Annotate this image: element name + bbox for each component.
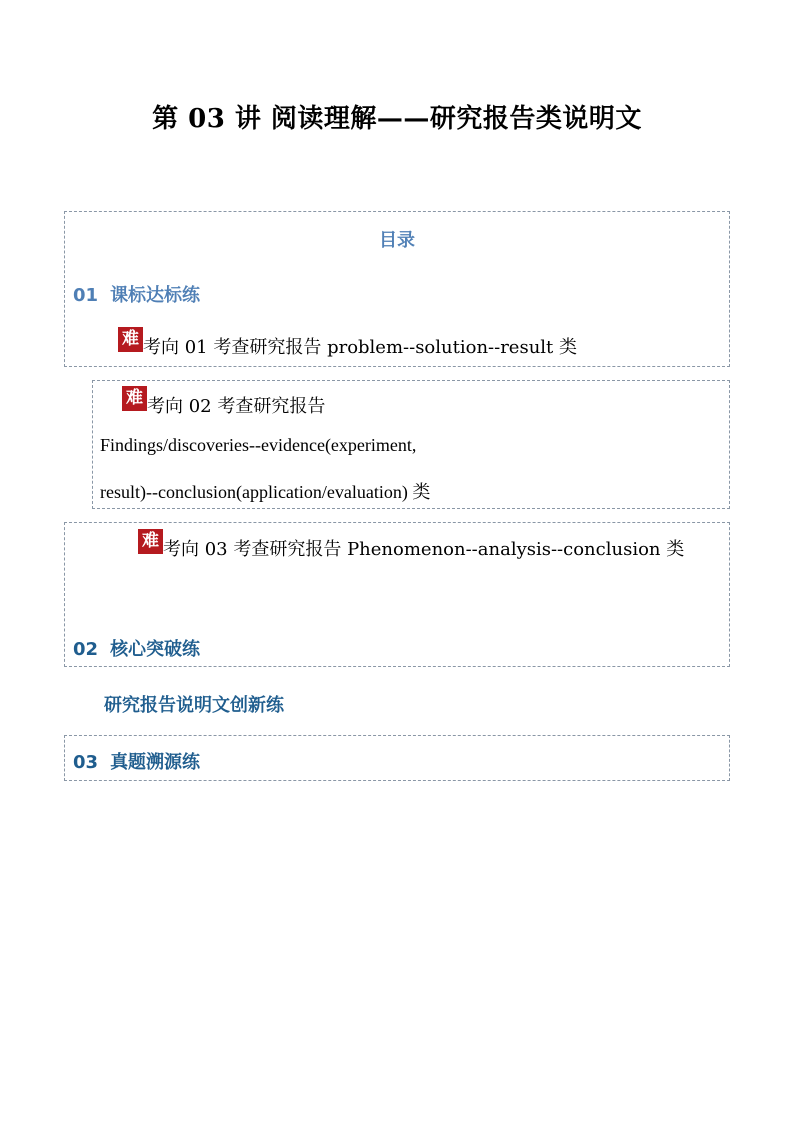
toc-section-03[interactable] bbox=[73, 748, 200, 774]
toc-entry-02-line-2: Findings/discoveries--evidence(experiment, bbox=[100, 435, 417, 455]
toc-box-1 bbox=[64, 211, 730, 367]
toc-subsection[interactable]: 研究报告说明文创新练 bbox=[104, 695, 284, 716]
toc-section-02[interactable] bbox=[73, 635, 200, 661]
section-number: 03 bbox=[73, 752, 99, 773]
difficulty-badge-icon: 难 bbox=[138, 529, 163, 554]
toc-entry-03[interactable] bbox=[138, 531, 685, 561]
section-label: 课标达标练 bbox=[110, 285, 201, 306]
section-number: 01 bbox=[73, 285, 99, 306]
toc-heading: 目录 bbox=[379, 230, 415, 251]
toc-entry-02[interactable] bbox=[122, 388, 326, 418]
toc-box-4 bbox=[64, 735, 730, 781]
toc-box-3 bbox=[64, 522, 730, 667]
toc-entry-text: 考向 01 考查研究报告 problem--solution--result 类 bbox=[143, 337, 578, 358]
section-number: 02 bbox=[73, 639, 99, 660]
toc-entry-text: 考向 03 考查研究报告 Phenomenon--analysis--conclusion 类 bbox=[163, 539, 685, 560]
section-label: 真题溯源练 bbox=[110, 752, 201, 773]
difficulty-badge-icon: 难 bbox=[122, 386, 147, 411]
toc-entry-text: 考向 02 考查研究报告 bbox=[147, 396, 326, 417]
toc-entry-01[interactable] bbox=[118, 329, 578, 359]
toc-entry-02-line-3: result)--conclusion(application/evaluation) 类 bbox=[100, 482, 431, 502]
page-title: 第 03 讲 阅读理解——研究报告类说明文 bbox=[152, 104, 642, 134]
toc-section-01[interactable] bbox=[73, 281, 200, 307]
toc-box-2 bbox=[92, 380, 730, 509]
difficulty-badge-icon: 难 bbox=[118, 327, 143, 352]
section-label: 核心突破练 bbox=[110, 639, 201, 660]
